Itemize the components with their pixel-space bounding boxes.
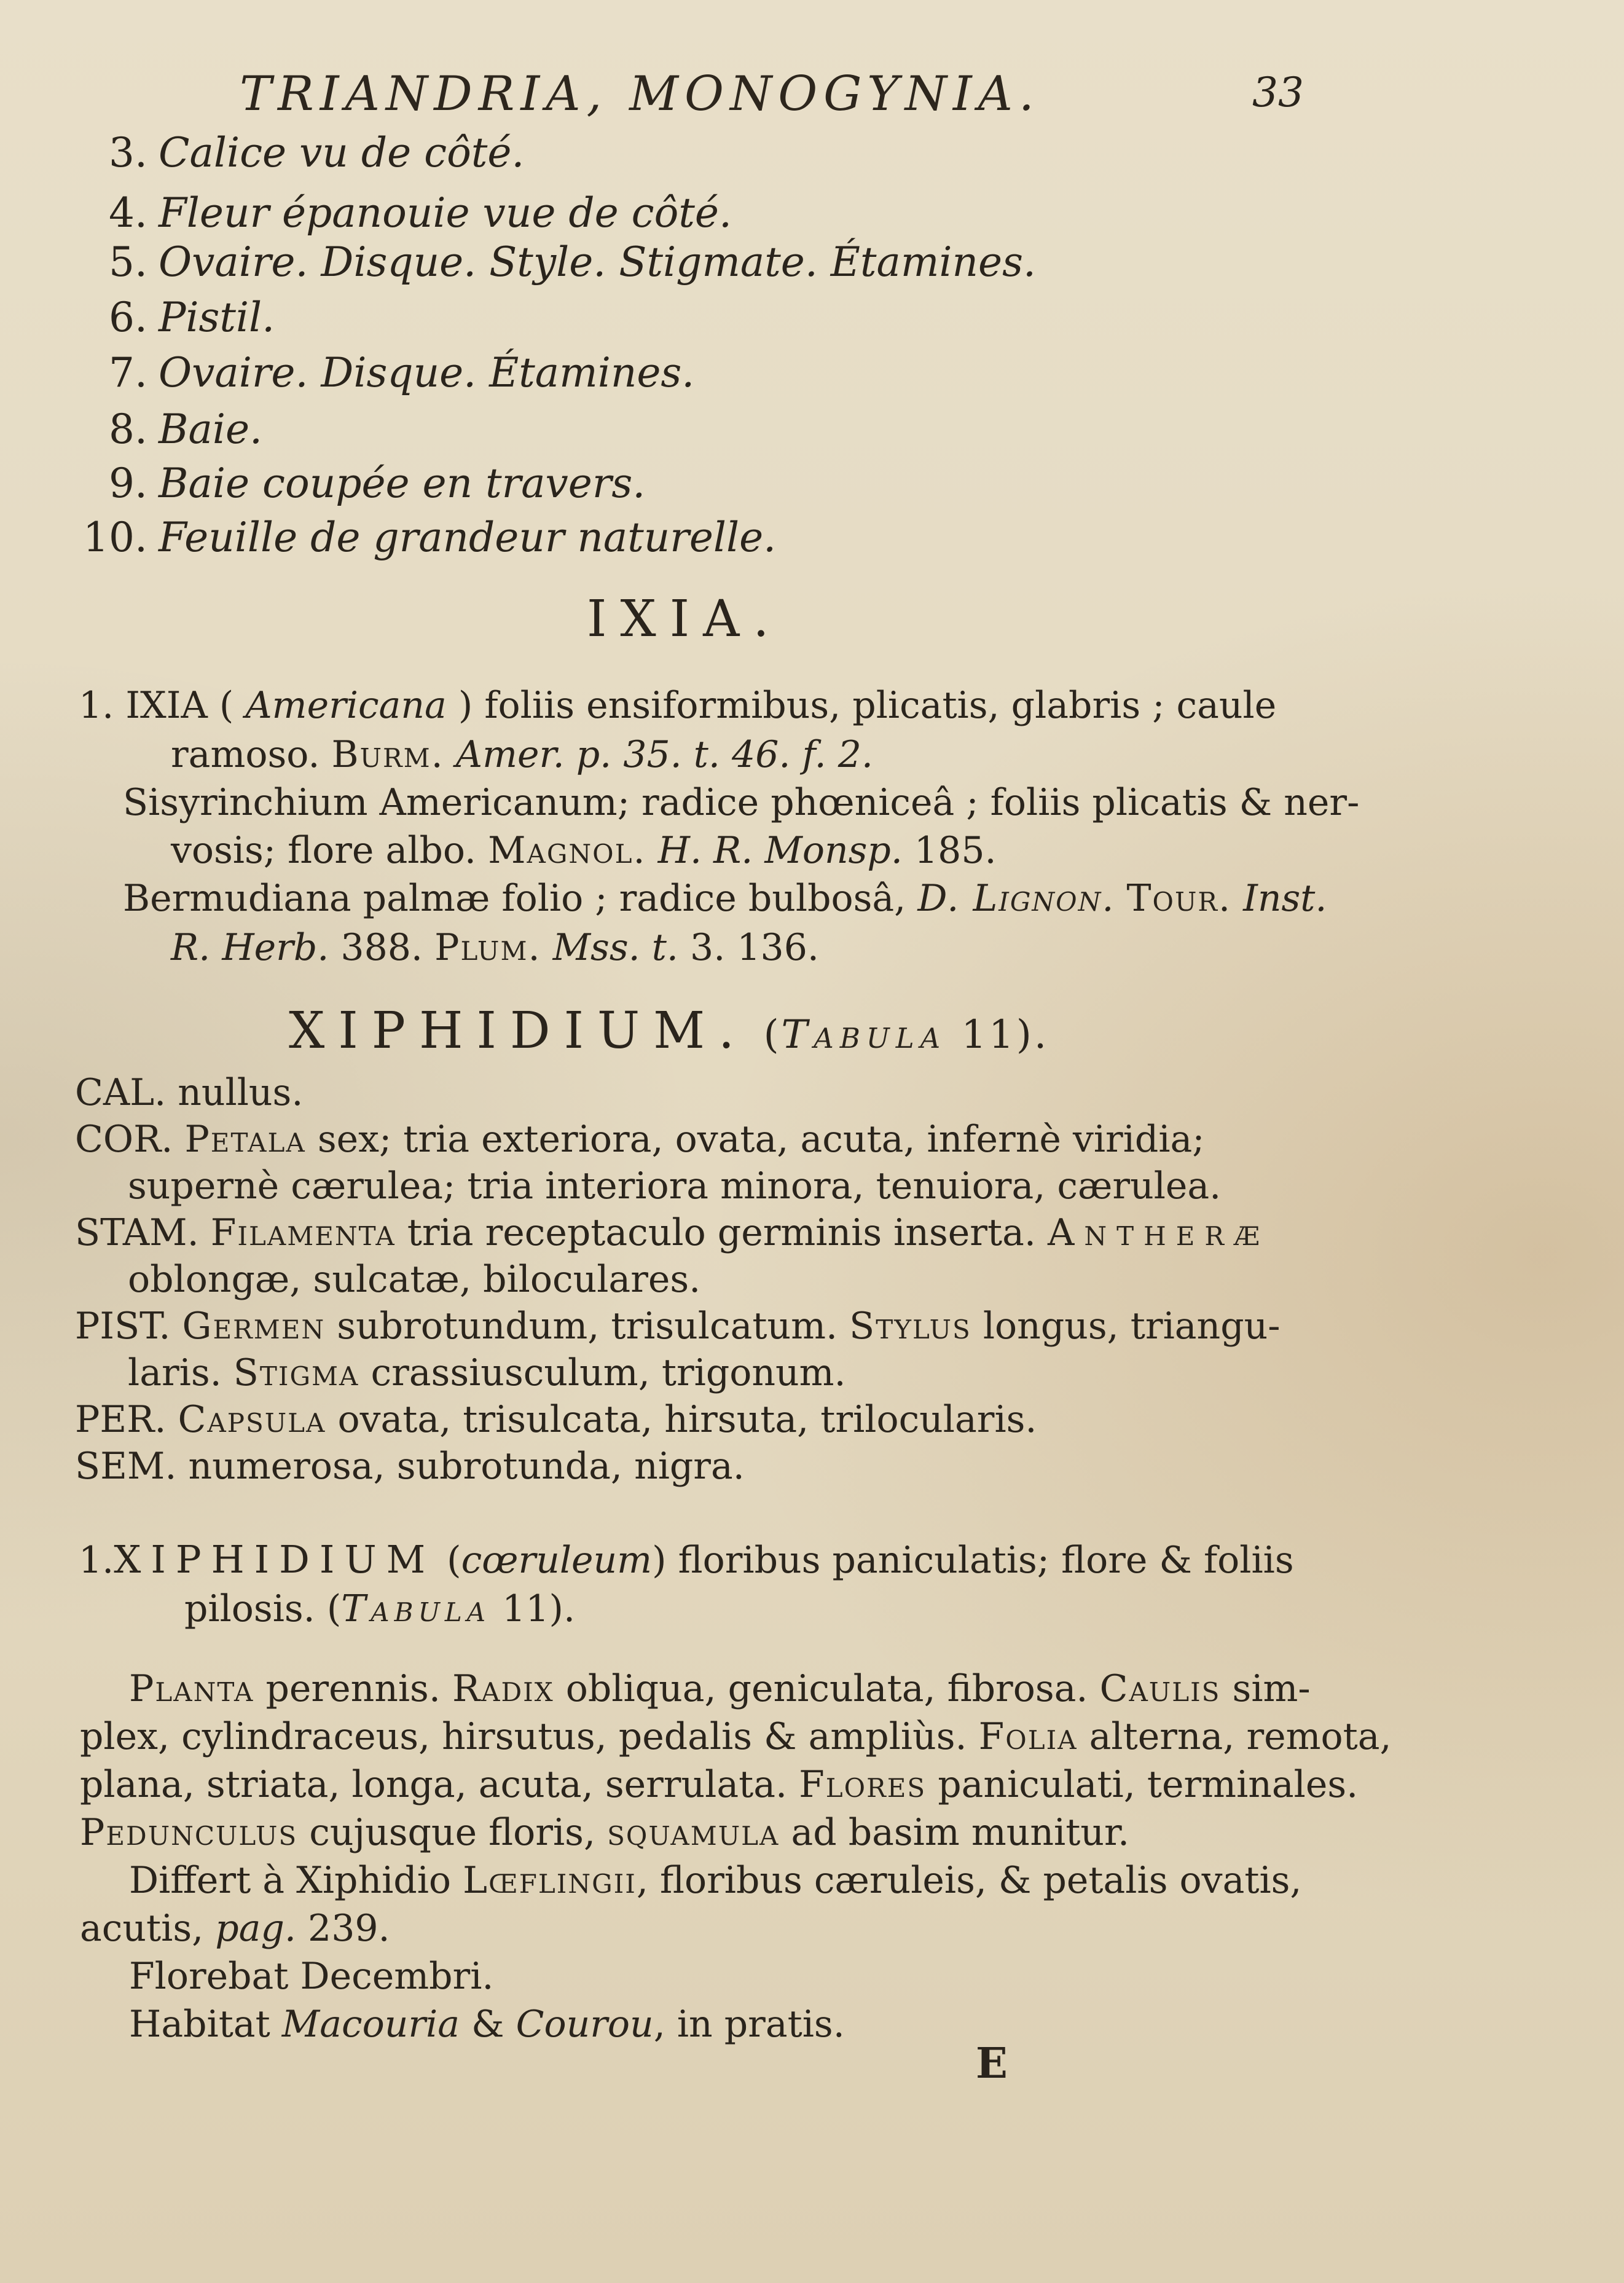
- reference: pag.: [215, 1907, 296, 1950]
- species-number: 1.: [79, 684, 114, 727]
- text: acutis,: [80, 1907, 204, 1950]
- character-term: Filamenta: [210, 1211, 396, 1254]
- list-number: 10.: [83, 514, 147, 561]
- text: cujusque floris,: [309, 1811, 596, 1854]
- text: Habitat: [129, 2003, 270, 2046]
- signature-mark: E: [976, 2039, 1008, 2088]
- reference: H. R. Monsp.: [657, 829, 903, 872]
- reference: Amer. p. 35. t. 46. f. 2.: [455, 733, 873, 776]
- text: Differt à Xiphidio: [129, 1859, 452, 1902]
- character-label: COR.: [75, 1118, 173, 1161]
- plate-label: Tabula: [341, 1587, 491, 1630]
- term: squamula: [607, 1811, 780, 1854]
- plate-number: 11: [502, 1587, 549, 1630]
- author-abbrev: Magnol.: [488, 829, 646, 872]
- list-text: Ovaire. Disque. Étamines.: [159, 349, 695, 396]
- diagnosis-text: floribus paniculatis; flore & foliis: [678, 1539, 1294, 1582]
- reference: Inst.: [1243, 877, 1327, 920]
- running-title: TRIANDRIA, MONOGYNIA.: [240, 66, 1040, 122]
- reference: R. Herb.: [171, 926, 329, 969]
- list-text: Calice vu de côté.: [159, 129, 525, 176]
- term: Planta: [129, 1667, 254, 1710]
- species-epithet: Americana: [245, 684, 447, 727]
- ixia-entry-line1: 1. IXIA ( Americana ) foliis ensiformibus, plicatis, glabris ; caule: [79, 684, 1277, 727]
- list-item: [74, 294, 275, 341]
- author-abbrev: Tour.: [1126, 877, 1232, 920]
- ixia-entry-line2: [171, 731, 873, 778]
- place-name: Courou: [516, 2003, 654, 2046]
- description-line: Florebat Decembri.: [129, 1955, 494, 1998]
- character-term: Antheræ: [1048, 1211, 1270, 1254]
- text: &: [471, 2003, 504, 2046]
- character-text: nullus.: [178, 1071, 304, 1114]
- character-stam: [75, 1209, 1269, 1256]
- synonym-text: Bermudiana palmæ folio ; radice bulbosâ,: [123, 877, 906, 920]
- description-line: [129, 1665, 1311, 1712]
- synonym-line: Sisyrinchium Americanum; radice phœniceâ ; foliis plicatis & ner-: [123, 781, 1360, 824]
- character-term: Stigma: [233, 1351, 359, 1394]
- character-label: PER.: [75, 1398, 167, 1441]
- character-pist-cont: [128, 1350, 846, 1396]
- diagnosis-text: ramoso.: [171, 733, 320, 776]
- text: sim-: [1232, 1667, 1311, 1710]
- character-cor: [75, 1116, 1205, 1163]
- description-line: [80, 1809, 1129, 1856]
- list-item: [74, 406, 262, 453]
- synonym-line: [171, 827, 997, 874]
- list-number: 7.: [109, 349, 147, 396]
- list-number: 3.: [109, 129, 147, 176]
- character-term: Capsula: [178, 1398, 326, 1441]
- description-line: [129, 1857, 1302, 1904]
- character-term: Petala: [184, 1118, 306, 1161]
- text: , in pratis.: [653, 2003, 845, 2046]
- text: paniculati, terminales.: [938, 1763, 1359, 1806]
- list-item: [74, 189, 732, 237]
- plate-number: 11: [961, 1012, 1016, 1058]
- term: Pedunculus: [80, 1811, 298, 1854]
- genus-name: IXIA: [125, 684, 208, 727]
- author-abbrev: Plum.: [434, 926, 541, 969]
- character-per: [75, 1396, 1037, 1443]
- list-item: [74, 129, 524, 176]
- term: Flores: [799, 1763, 927, 1806]
- description-line: [80, 1761, 1358, 1808]
- text: obliqua, geniculata, fibrosa.: [565, 1667, 1088, 1710]
- list-number: 6.: [109, 294, 147, 341]
- text: plana, striata, longa, acuta, serrulata.: [80, 1763, 788, 1806]
- reference-page: 3. 136.: [690, 926, 819, 969]
- list-text: Fleur épanouie vue de côté.: [159, 189, 732, 237]
- reference: Mss. t.: [552, 926, 678, 969]
- character-text: crassiusculum, trigonum.: [371, 1351, 846, 1394]
- list-item: [74, 349, 694, 396]
- list-text: Baie.: [159, 406, 262, 453]
- character-text: numerosa, subrotunda, nigra.: [188, 1445, 745, 1488]
- description-line: [129, 2001, 845, 2048]
- list-text: Ovaire. Disque. Style. Stigmate. Étamines.: [159, 238, 1036, 286]
- place-name: Macouria: [281, 2003, 460, 2046]
- text: , floribus cæruleis, & petalis ovatis,: [636, 1859, 1302, 1902]
- reference-page: 185.: [914, 829, 997, 872]
- term: Folia: [978, 1715, 1078, 1758]
- synonym-text: vosis; flore albo.: [171, 829, 476, 872]
- xiphidium-species-line1: 1.XIPHIDIUM (cœruleum) floribus paniculatis; flore & foliis: [79, 1537, 1294, 1582]
- character-sem: [75, 1443, 745, 1490]
- author-name: Lœflingii: [463, 1859, 637, 1902]
- xiphidium-species-line2: pilosis. (Tabula 11).: [184, 1587, 576, 1630]
- character-text: ovata, trisulcata, hirsuta, trilocularis.: [337, 1398, 1037, 1441]
- term: Caulis: [1099, 1667, 1221, 1710]
- diagnosis-text: foliis ensiformibus, plicatis, glabris ; caule: [484, 684, 1277, 727]
- list-text: Pistil.: [159, 294, 275, 341]
- list-item: [74, 238, 1036, 286]
- character-text: longus, triangu-: [983, 1305, 1281, 1348]
- character-label: SEM.: [75, 1445, 177, 1488]
- genus-name: XIPHIDIUM: [114, 1537, 436, 1582]
- character-term: Germen: [182, 1305, 326, 1348]
- list-number: 9.: [109, 460, 147, 507]
- author-abbrev: D. Lignon.: [917, 877, 1115, 920]
- genus-heading-ixia: IXIA.: [587, 590, 783, 648]
- character-text: sex; tria exteriora, ovata, acuta, infernè viridia;: [317, 1118, 1205, 1161]
- character-text: laris.: [128, 1351, 222, 1394]
- character-stam-cont: oblongæ, sulcatæ, biloculares.: [128, 1258, 701, 1301]
- plate-label: Tabula: [781, 1012, 947, 1058]
- character-text: subrotundum, trisulcatum.: [337, 1305, 838, 1348]
- list-text: Feuille de grandeur naturelle.: [159, 514, 777, 561]
- genus-name: XIPHIDIUM.: [289, 1002, 748, 1060]
- reference-page: 239.: [308, 1907, 390, 1950]
- synonym-line: [123, 875, 1327, 922]
- text: ad basim munitur.: [791, 1811, 1130, 1854]
- character-label: CAL.: [75, 1071, 167, 1114]
- character-cal: [75, 1069, 303, 1116]
- description-line: [80, 1713, 1392, 1760]
- character-pist: [75, 1303, 1281, 1350]
- list-number: 5.: [109, 238, 147, 286]
- text: perennis.: [265, 1667, 441, 1710]
- description-line: [80, 1905, 390, 1952]
- species-number: 1.: [79, 1539, 114, 1582]
- character-term: Stylus: [849, 1305, 971, 1348]
- list-text: Baie coupée en travers.: [159, 460, 646, 507]
- character-label: STAM.: [75, 1211, 199, 1254]
- text: alterna, remota,: [1089, 1715, 1392, 1758]
- genus-heading-xiphidium: XIPHIDIUM. (Tabula 11).: [289, 1002, 1049, 1060]
- term: Radix: [452, 1667, 554, 1710]
- list-item: [74, 460, 645, 507]
- list-number: 4.: [109, 189, 147, 237]
- synonym-line: [171, 924, 819, 971]
- character-cor-cont: supernè cærulea; tria interiora minora, tenuiora, cærulea.: [128, 1165, 1222, 1208]
- species-epithet: cœruleum: [461, 1539, 653, 1582]
- character-label: PIST.: [75, 1305, 171, 1348]
- list-item: [74, 514, 776, 561]
- text: plex, cylindraceus, hirsutus, pedalis & ampliùs.: [80, 1715, 967, 1758]
- author-abbrev: Burm.: [331, 733, 444, 776]
- page-number: 33: [1252, 69, 1304, 116]
- diagnosis-text: pilosis.: [184, 1587, 315, 1630]
- character-text: tria receptaculo germinis inserta.: [407, 1211, 1036, 1254]
- reference-page: 388.: [340, 926, 423, 969]
- list-number: 8.: [109, 406, 147, 453]
